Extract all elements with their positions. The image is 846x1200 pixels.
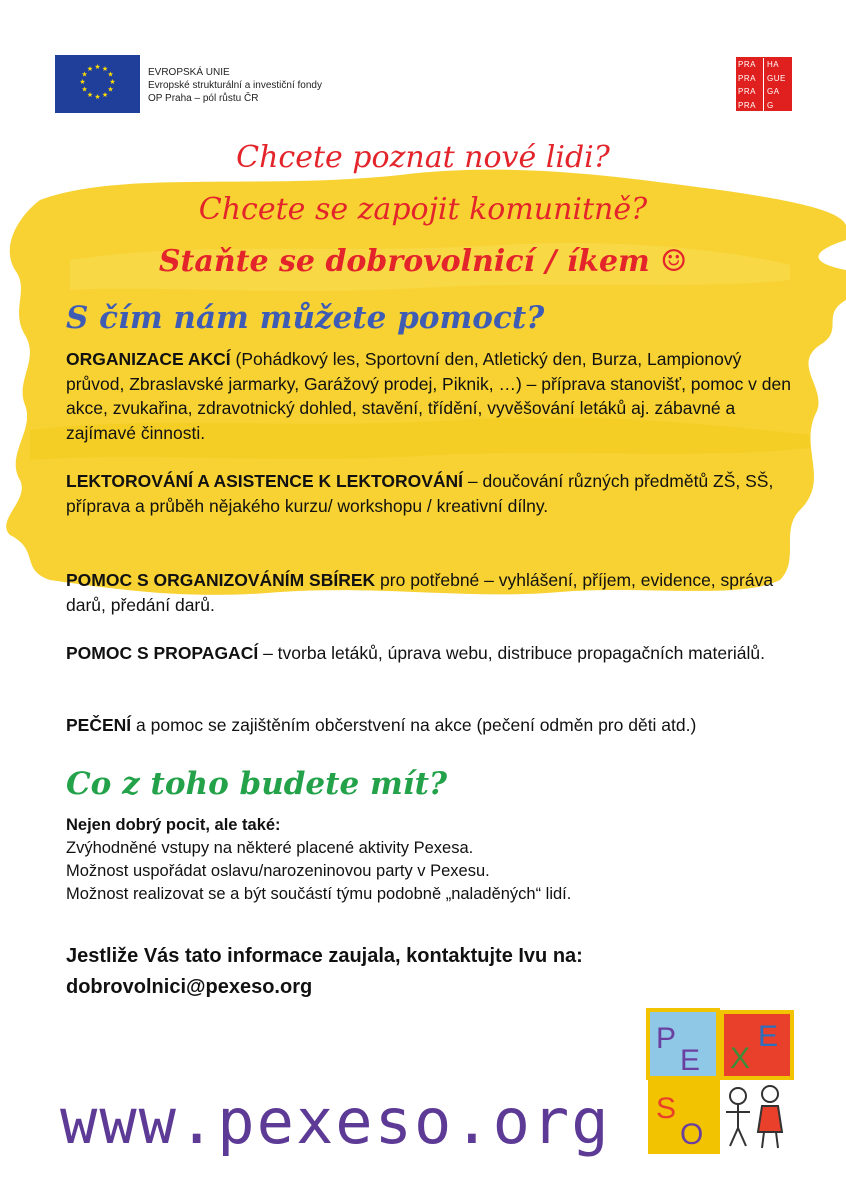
praha-logo-text: GUE [767, 73, 786, 83]
logo-letter: S [656, 1092, 677, 1125]
eu-line-3: OP Praha – pól růstu ČR [148, 93, 259, 104]
help-item-text: pro potřebné – vyhlášení, příjem, evidence, správa darů, předání darů. [66, 570, 774, 615]
svg-text:★: ★ [81, 85, 88, 94]
svg-text:★: ★ [107, 85, 114, 94]
help-item-heading: ORGANIZACE AKCÍ [66, 349, 231, 369]
praha-logo-text: PRA [738, 73, 756, 83]
help-item-heading: POMOC S PROPAGACÍ [66, 643, 259, 663]
help-item-text: – tvorba letáků, úprava webu, distribuce propagačních materiálů. [258, 643, 766, 663]
praha-logo-text: PRA [738, 100, 756, 110]
benefit-line: Možnost uspořádat oslavu/narozeninovou party v Pexesu. [66, 862, 490, 880]
help-item-lecturing [66, 469, 791, 518]
logo-letter: E [680, 1044, 701, 1077]
praha-logo-text: G [767, 100, 774, 110]
help-item-heading: LEKTOROVÁNÍ A ASISTENCE K LEKTOROVÁNÍ [66, 471, 464, 491]
svg-text:★: ★ [94, 93, 101, 101]
praha-logo-text: GA [767, 87, 780, 96]
headline-1: Chcete poznat nové lidi? [236, 140, 610, 175]
praha-logo-text: PRA [738, 60, 756, 69]
logo-letter: X [730, 1042, 751, 1075]
help-item-baking [66, 713, 791, 738]
contact-email[interactable]: dobrovolnici@pexeso.org [66, 976, 313, 998]
help-item-text: – doučování různých předmětů ZŠ, SŠ, příprava a průběh nějakého kurzu/ workshopu / kreativní dílny. [66, 471, 774, 516]
svg-text:★: ★ [101, 91, 109, 99]
logo-letter: P [656, 1022, 677, 1055]
eu-line-2: Evropské strukturální a investiční fondy [148, 80, 322, 91]
eu-caption [148, 66, 322, 105]
benefits-list [66, 814, 571, 906]
svg-text:★: ★ [86, 65, 94, 73]
benefit-line: Možnost realizovat se a být součástí týmu podobně „naladěných“ lidí. [66, 885, 572, 903]
children-figures-icon [726, 1086, 782, 1148]
logo-letter: O [680, 1118, 704, 1151]
contact-text: Jestliže Vás tato informace zaujala, kontaktujte Ivu na: [66, 945, 583, 967]
praha-logo [736, 57, 792, 111]
benefits-lead: Nejen dobrý pocit, ale také: [66, 816, 281, 834]
svg-text:★: ★ [86, 91, 94, 99]
svg-text:★: ★ [107, 70, 114, 79]
headline-2: Chcete se zapojit komunitně? [198, 192, 648, 227]
svg-text:★: ★ [94, 63, 101, 71]
eu-stars-icon [55, 55, 140, 113]
praha-logo-text: PRA [738, 87, 756, 96]
help-item-heading: POMOC S ORGANIZOVÁNÍM SBÍREK [66, 570, 376, 590]
help-item-promotion [66, 641, 791, 666]
eu-line-1: EVROPSKÁ UNIE [148, 67, 230, 78]
benefits-section-title: Co z toho budete mít? [66, 766, 448, 802]
help-item-heading: PEČENÍ [66, 715, 132, 735]
help-item-text: a pomoc se zajištěním občerstvení na akce (pečení odměn pro děti atd.) [131, 715, 697, 735]
svg-text:★: ★ [79, 78, 86, 86]
praha-logo-text: HA [767, 60, 780, 69]
contact-block [66, 941, 583, 1003]
eu-flag-logo [55, 55, 140, 113]
svg-text:★: ★ [101, 65, 109, 73]
help-item-events [66, 347, 791, 445]
svg-text:★: ★ [81, 70, 88, 79]
benefit-line: Zvýhodněné vstupy na některé placené aktivity Pexesa. [66, 839, 474, 857]
pexeso-logo [646, 1008, 796, 1158]
help-item-text: (Pohádkový les, Sportovní den, Atletický den, Burza, Lampionový průvod, Zbraslavské jarmarky, Garážový prodej, Piknik, …) – příprava stanovišť, pomoc v den akce, zvukařina, zdravotnický dohled, stavění, třídění, vyvěšování letáků aj. zábavné a zajímavé činnosti. [66, 349, 791, 443]
logo-letter: E [758, 1020, 779, 1053]
svg-text:★: ★ [109, 78, 116, 86]
headline-3: Staňte se dobrovolnicí / íkem ☺ [158, 244, 688, 279]
help-section-title: S čím nám můžete pomoct? [66, 300, 545, 336]
help-item-collections [66, 568, 791, 617]
website-url[interactable]: www.pexeso.org [60, 1085, 611, 1158]
